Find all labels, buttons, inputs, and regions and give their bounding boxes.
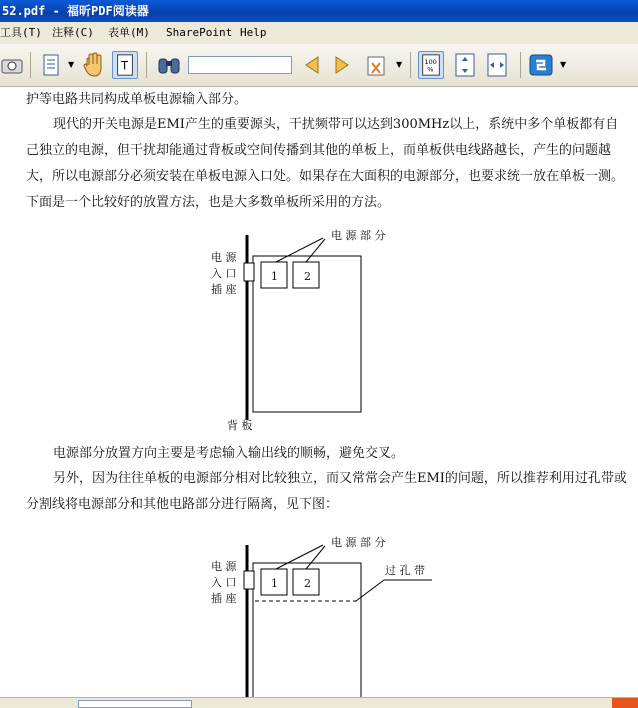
toolbar-separator xyxy=(146,52,147,78)
rotate-view-icon[interactable] xyxy=(528,51,554,79)
inlet-label-line-1: 电 源 xyxy=(211,251,237,264)
fit-page-icon[interactable] xyxy=(452,51,478,79)
backplane-label: 背 板 xyxy=(227,419,253,432)
document-page xyxy=(0,87,638,697)
box-2-label: 2 xyxy=(304,270,311,283)
select-text-icon[interactable] xyxy=(112,51,138,79)
paragraph-4: 另外，因为往往单板的电源部分相对比较独立，而又常常会产生EMI的问题，所以推荐利用过孔带或分割线将电源部分和其他电路部分进行隔离，见下图： xyxy=(26,471,627,512)
inlet-label-line-3: 插 座 xyxy=(211,592,237,605)
window-title: 52.pdf - 福昕PDF阅读器 xyxy=(2,4,149,18)
svg-text:T: T xyxy=(121,59,129,73)
status-bar xyxy=(0,697,638,708)
menu-help[interactable]: Help xyxy=(240,26,267,39)
search-options-icon[interactable] xyxy=(364,51,390,79)
box-2-label: 2 xyxy=(304,577,311,590)
box-1-label: 1 xyxy=(271,577,278,590)
menu-bar xyxy=(0,22,638,44)
figure-2-drawing xyxy=(0,87,638,697)
via-band-label: 过 孔 带 xyxy=(385,564,425,577)
svg-text:%: % xyxy=(427,65,434,74)
paragraph-1: 护等电路共同构成单板电源输入部分。 xyxy=(26,92,248,107)
binoculars-icon[interactable] xyxy=(156,51,182,79)
inlet-label-line-3: 插 座 xyxy=(211,283,237,296)
inlet-label-line-1: 电 源 xyxy=(211,560,237,573)
svg-text:100: 100 xyxy=(424,58,437,67)
menu-sharepoint[interactable]: SharePoint xyxy=(166,26,233,39)
inlet-label-line-2: 入 口 xyxy=(211,576,237,589)
find-previous-icon[interactable] xyxy=(298,51,324,79)
find-next-icon[interactable] xyxy=(330,51,356,79)
paragraph-3: 电源部分放置方向主要是考虑输入输出线的顺畅，避免交叉。 xyxy=(53,446,405,461)
toolbar-separator xyxy=(520,52,521,78)
search-input[interactable] xyxy=(188,56,292,74)
paragraph-2: 现代的开关电源是EMI产生的重要源头，干扰频带可以达到300MHz以上，系统中多个单板都有自己独立的电源，但干扰却能通过背板或空间传播到其他的单板上，而单板供电线路越长，产生的问题越大，所以电源部分必须安装在单板电源入口处。如果存在大面积的电源部分，也要求统一放在单板一测。下面是一个比较好的放置方法，也是大多数单板所采用的方法。 xyxy=(26,117,625,210)
actual-size-icon[interactable] xyxy=(418,51,444,79)
toolbar-separator xyxy=(30,52,31,78)
inlet-label-line-2: 入 口 xyxy=(211,267,237,280)
menu-comment[interactable]: 注释(C) xyxy=(52,26,94,39)
toolbar xyxy=(0,44,638,87)
page-layout-icon[interactable] xyxy=(38,51,64,79)
chevron-down-icon[interactable]: ▼ xyxy=(68,60,75,69)
menu-form[interactable]: 表单(M) xyxy=(108,26,150,39)
menu-tools[interactable]: 工具(T) xyxy=(0,26,42,39)
hand-tool-icon[interactable] xyxy=(80,51,106,79)
snapshot-icon[interactable] xyxy=(0,51,26,79)
box-1-label: 1 xyxy=(271,270,278,283)
toolbar-separator xyxy=(410,52,411,78)
chevron-down-icon[interactable]: ▼ xyxy=(560,60,567,69)
title-bar xyxy=(0,0,638,22)
chevron-down-icon[interactable]: ▼ xyxy=(396,60,403,69)
power-section-label: 电 源 部 分 xyxy=(331,229,386,242)
power-section-label: 电 源 部 分 xyxy=(331,536,386,549)
fit-width-icon[interactable] xyxy=(484,51,510,79)
